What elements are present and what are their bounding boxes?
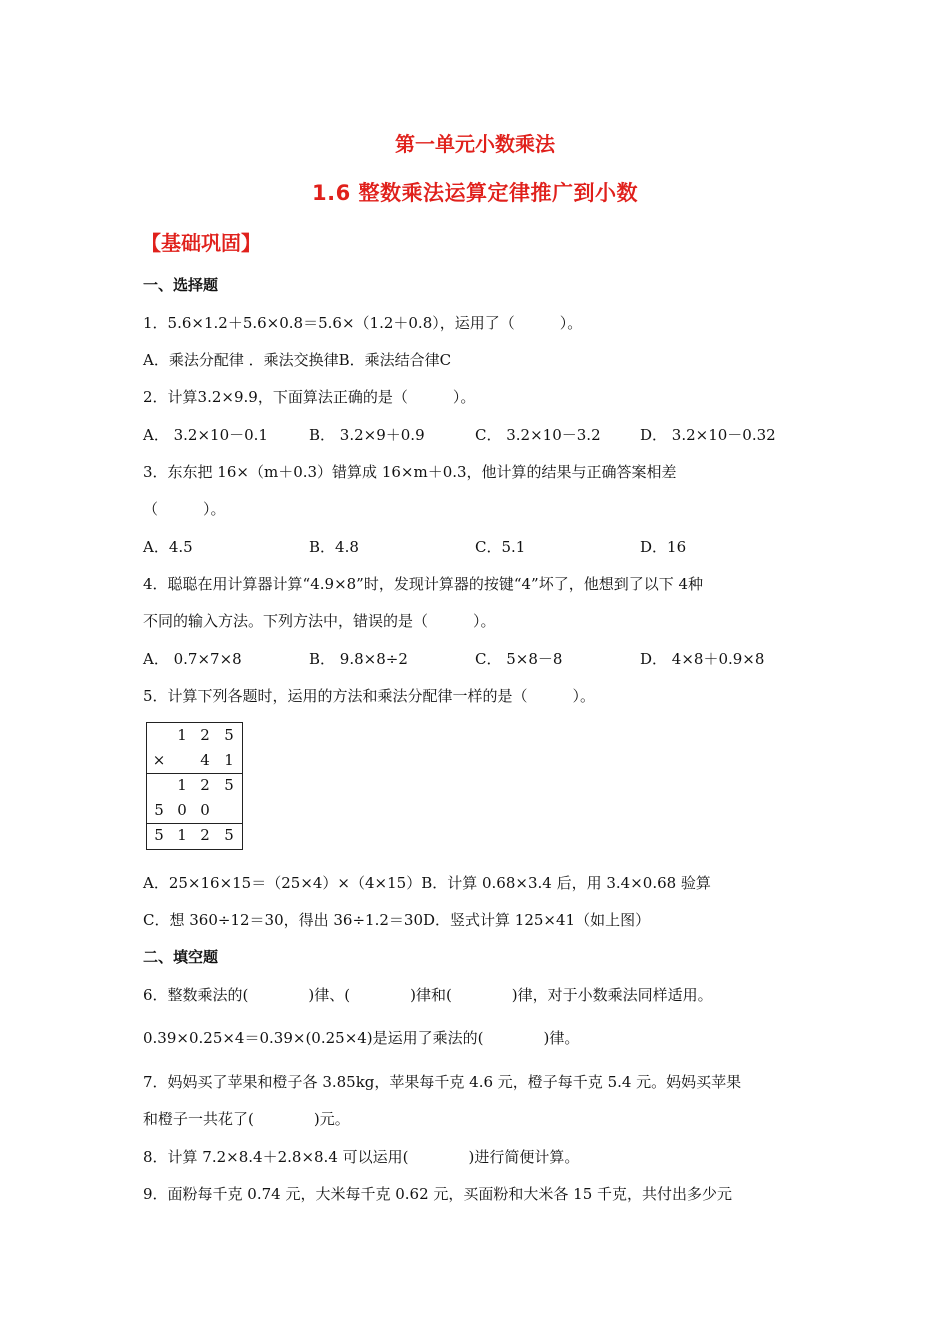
q4-stem-line1: 4．聪聪在用计算器计算“4.9×8”时，发现计算器的按键“4”坏了，他想到了以下 4种 xyxy=(143,575,704,593)
calc-digit: 5 xyxy=(154,826,164,844)
calc-digit: 0 xyxy=(200,801,210,819)
q3-option-d: D．16 xyxy=(640,538,687,556)
q4-option-a: A． 0.7×7×8 xyxy=(143,650,242,668)
vertical-multiplication-figure xyxy=(146,722,243,850)
calc-digit: 1 xyxy=(224,751,234,769)
lesson-title: 1.6 整数乘法运算定律推广到小数 xyxy=(311,181,638,205)
calc-digit: 0 xyxy=(177,801,187,819)
calc-row-result xyxy=(147,823,242,848)
q1-stem: 1．5.6×1.2＋5.6×0.8＝5.6×（1.2＋0.8），运用了（ ）。 xyxy=(143,314,583,332)
q7-line1: 7．妈妈买了苹果和橙子各 3.85kg，苹果每千克 4.6 元，橙子每千克 5.4 元。妈妈买苹果 xyxy=(143,1073,742,1091)
calc-row-multiplicand xyxy=(147,723,242,748)
calc-digit: 5 xyxy=(224,726,234,744)
q8-line1: 8．计算 7.2×8.4＋2.8×8.4 可以运用( )进行简便计算。 xyxy=(143,1148,580,1166)
calc-row-partial-2 xyxy=(147,798,242,823)
calc-digit: 2 xyxy=(200,726,210,744)
q6-line2: 0.39×0.25×4＝0.39×(0.25×4)是运用了乘法的( )律。 xyxy=(143,1029,580,1047)
section-choice-heading: 一、选择题 xyxy=(143,276,219,294)
calc-digit: × xyxy=(152,751,166,769)
calc-digit: 5 xyxy=(224,826,234,844)
q3-option-b: B．4.8 xyxy=(309,538,359,556)
calc-row-partial-1 xyxy=(147,773,242,798)
q1-options: A．乘法分配律 ．乘法交换律B．乘法结合律C xyxy=(143,351,452,369)
section-fill-heading: 二、填空题 xyxy=(143,948,219,966)
q2-option-b: B． 3.2×9＋0.9 xyxy=(309,426,425,444)
calc-digit: 4 xyxy=(200,751,210,769)
q2-stem: 2．计算3.2×9.9，下面算法正确的是（ ）。 xyxy=(143,388,476,406)
q9-line1: 9．面粉每千克 0.74 元，大米每千克 0.62 元，买面粉和大米各 15 千克，共付出多少元 xyxy=(143,1185,733,1203)
calc-digit: 5 xyxy=(154,801,164,819)
q4-stem-line2: 不同的输入方法。下列方法中，错误的是（ ）。 xyxy=(143,612,496,630)
q6-line1: 6．整数乘法的( )律、( )律和( )律，对于小数乘法同样适用。 xyxy=(143,986,713,1004)
calc-row-multiplier xyxy=(147,748,242,773)
q2-option-c: C． 3.2×10－3.2 xyxy=(475,426,601,444)
calc-digit: 1 xyxy=(177,726,187,744)
q5-options-ab: A．25×16×15＝（25×4）×（4×15）B．计算 0.68×3.4 后，用 3.4×0.68 验算 xyxy=(143,874,711,892)
calc-digit: 2 xyxy=(200,776,210,794)
q2-option-d: D． 3.2×10－0.32 xyxy=(640,426,776,444)
calc-digit: 1 xyxy=(177,776,187,794)
q3-stem-line1: 3．东东把 16×（m＋0.3）错算成 16×m＋0.3，他计算的结果与正确答案相差 xyxy=(143,463,677,481)
q7-line2: 和橙子一共花了( )元。 xyxy=(143,1110,350,1128)
q5-stem: 5．计算下列各题时，运用的方法和乘法分配律一样的是（ ）。 xyxy=(143,687,596,705)
q4-option-b: B． 9.8×8÷2 xyxy=(309,650,408,668)
q3-option-a: A．4.5 xyxy=(143,538,193,556)
q4-option-c: C． 5×8－8 xyxy=(475,650,563,668)
calc-digit: 2 xyxy=(200,826,210,844)
q3-option-c: C．5.1 xyxy=(475,538,526,556)
q4-option-d: D． 4×8＋0.9×8 xyxy=(640,650,765,668)
calc-digit: 5 xyxy=(224,776,234,794)
q5-options-cd: C．想 360÷12＝30，得出 36÷1.2＝30D．竖式计算 125×41（如上图） xyxy=(143,911,651,929)
q3-stem-line2: （ ）。 xyxy=(143,500,226,518)
unit-title: 第一单元小数乘法 xyxy=(395,132,555,156)
section-basic-heading: 【基础巩固】 xyxy=(141,231,261,255)
q2-option-a: A． 3.2×10－0.1 xyxy=(143,426,268,444)
calc-digit: 1 xyxy=(177,826,187,844)
